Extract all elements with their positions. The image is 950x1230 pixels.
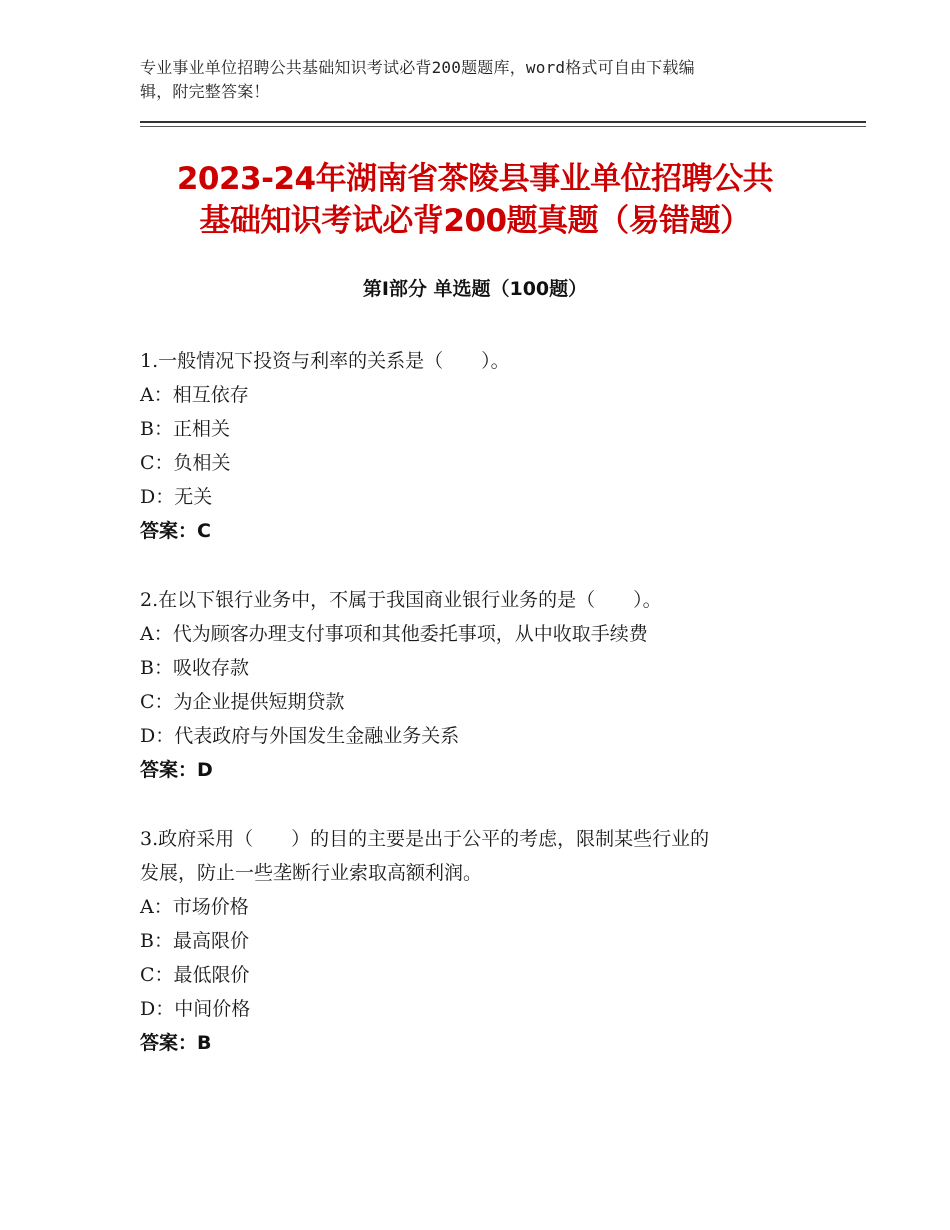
header-note	[140, 56, 800, 104]
option-b: B：最高限价	[140, 930, 249, 952]
section-title: 第Ⅰ部分 单选题（100题）	[362, 278, 588, 300]
question-stem: 1.一般情况下投资与利率的关系是（ ）。	[140, 350, 510, 372]
option-d: D：代表政府与外国发生金融业务关系	[140, 725, 460, 747]
option-b: B：吸收存款	[140, 657, 249, 679]
question-list	[140, 344, 820, 1095]
header-note-line-2: 辑，附完整答案！	[140, 82, 270, 101]
question-stem-continued: 发展，防止一些垄断行业索取高额利润。	[140, 862, 483, 884]
header-rule-thin	[140, 126, 866, 127]
answer: 答案：B	[140, 1032, 212, 1054]
document-title-line-1: 2023-24年湖南省茶陵县事业单位招聘公共	[176, 161, 774, 197]
option-c: C：最低限价	[140, 964, 250, 986]
answer: 答案：D	[140, 759, 213, 781]
option-d: D：中间价格	[140, 998, 251, 1020]
question-3	[140, 822, 820, 1060]
option-a: A：市场价格	[140, 896, 249, 918]
option-d: D：无关	[140, 486, 213, 508]
option-c: C：为企业提供短期贷款	[140, 691, 345, 713]
question-stem: 2.在以下银行业务中，不属于我国商业银行业务的是（ ）。	[140, 589, 662, 611]
option-b: B：正相关	[140, 418, 230, 440]
option-a: A：相互依存	[140, 384, 249, 406]
question-2	[140, 583, 820, 787]
answer: 答案：C	[140, 520, 211, 542]
question-stem: 3.政府采用（ ）的目的主要是出于公平的考虑，限制某些行业的	[140, 828, 710, 850]
question-1	[140, 344, 820, 548]
option-c: C：负相关	[140, 452, 231, 474]
document-title	[100, 158, 850, 242]
header-rule-thick	[140, 121, 866, 123]
document-title-line-2: 基础知识考试必背200题真题（易错题）	[199, 203, 751, 239]
header-note-line-1: 专业事业单位招聘公共基础知识考试必背200题题库，word格式可自由下载编	[140, 58, 695, 77]
option-a: A：代为顾客办理支付事项和其他委托事项，从中收取手续费	[140, 623, 648, 645]
